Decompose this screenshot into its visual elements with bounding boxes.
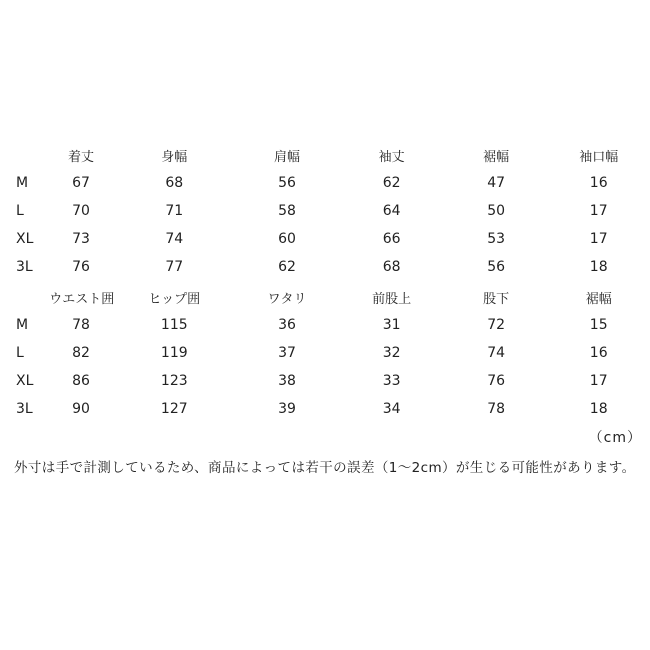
- table-cell: 64: [382, 203, 401, 219]
- header-hem-width: 裾幅: [585, 291, 612, 307]
- table-cell: 60: [278, 231, 296, 247]
- table-cell: 34: [382, 401, 401, 417]
- size-label: 3L: [16, 401, 33, 417]
- header-shoulder-width: 肩幅: [274, 149, 301, 165]
- table-cell: 50: [487, 203, 506, 219]
- table-cell: 78: [487, 401, 506, 417]
- table-row: [0, 197, 650, 225]
- measurement-note: 外寸は手で計測しているため、商品によっては若干の誤差（1〜2cm）が生じる可能性があります。: [14, 460, 636, 476]
- table-cell: 68: [165, 175, 184, 191]
- table-cell: 68: [382, 259, 401, 275]
- size-label: L: [16, 345, 24, 361]
- table-row: [0, 311, 650, 339]
- table-cell: 58: [278, 203, 296, 219]
- table-cell: 90: [72, 401, 90, 417]
- table-cell: 74: [165, 231, 184, 247]
- table-cell: 16: [589, 175, 608, 191]
- size-label: L: [16, 203, 24, 219]
- table-row: [0, 225, 650, 253]
- table-cell: 53: [487, 231, 506, 247]
- header-hip: ヒップ囲: [148, 291, 201, 307]
- table-cell: 119: [160, 345, 188, 361]
- corner-cell: [0, 283, 49, 311]
- table-cell: 78: [72, 317, 90, 333]
- table-cell: 127: [160, 401, 188, 417]
- table-cell: 71: [165, 203, 184, 219]
- table-cell: 115: [160, 317, 188, 333]
- table-cell: 47: [487, 175, 506, 191]
- size-label: XL: [16, 231, 34, 247]
- table-cell: 36: [278, 317, 296, 333]
- table-cell: 37: [278, 345, 296, 361]
- table-row: [0, 395, 650, 423]
- table-row: [0, 169, 650, 197]
- table-cell: 15: [589, 317, 608, 333]
- table-cell: 72: [487, 317, 506, 333]
- header-body-width: 身幅: [161, 149, 188, 165]
- table-cell: 62: [278, 259, 296, 275]
- corner-cell: [0, 141, 49, 169]
- unit-label: （cm）: [588, 430, 642, 446]
- header-row: [0, 141, 650, 169]
- table-cell: 123: [160, 373, 188, 389]
- header-cuff-width: 袖口幅: [579, 149, 619, 165]
- table-cell: 77: [165, 259, 184, 275]
- size-label: XL: [16, 373, 34, 389]
- table-cell: 67: [72, 175, 90, 191]
- table-cell: 82: [72, 345, 90, 361]
- table-cell: 73: [72, 231, 90, 247]
- table-row: [0, 253, 650, 281]
- table-cell: 17: [589, 231, 608, 247]
- table-row: [0, 339, 650, 367]
- table-cell: 70: [72, 203, 90, 219]
- header-front-rise: 前股上: [372, 291, 412, 307]
- table-cell: 17: [589, 203, 608, 219]
- table-cell: 56: [487, 259, 506, 275]
- size-table-bottoms: [0, 283, 650, 423]
- header-row: [0, 283, 650, 311]
- table-cell: 18: [589, 401, 608, 417]
- table-cell: 74: [487, 345, 506, 361]
- table-cell: 62: [382, 175, 401, 191]
- header-sleeve-length: 袖丈: [378, 149, 405, 165]
- table-cell: 16: [589, 345, 608, 361]
- table-cell: 76: [487, 373, 506, 389]
- table-cell: 39: [278, 401, 296, 417]
- table-cell: 17: [589, 373, 608, 389]
- size-label: M: [16, 317, 29, 333]
- table-cell: 76: [72, 259, 90, 275]
- table-cell: 18: [589, 259, 608, 275]
- table-cell: 66: [382, 231, 401, 247]
- size-label: 3L: [16, 259, 33, 275]
- header-thigh: ワタリ: [267, 291, 307, 307]
- table-cell: 31: [382, 317, 401, 333]
- table-cell: 32: [382, 345, 401, 361]
- header-waist: ウエスト囲: [49, 291, 115, 307]
- header-length: 着丈: [67, 149, 94, 165]
- size-label: M: [16, 175, 29, 191]
- size-table-tops: [0, 141, 650, 281]
- table-cell: 86: [72, 373, 90, 389]
- table-cell: 33: [382, 373, 401, 389]
- header-hem-width: 裾幅: [483, 149, 510, 165]
- header-inseam: 股下: [483, 291, 510, 307]
- table-row: [0, 367, 650, 395]
- table-cell: 38: [278, 373, 296, 389]
- table-cell: 56: [278, 175, 296, 191]
